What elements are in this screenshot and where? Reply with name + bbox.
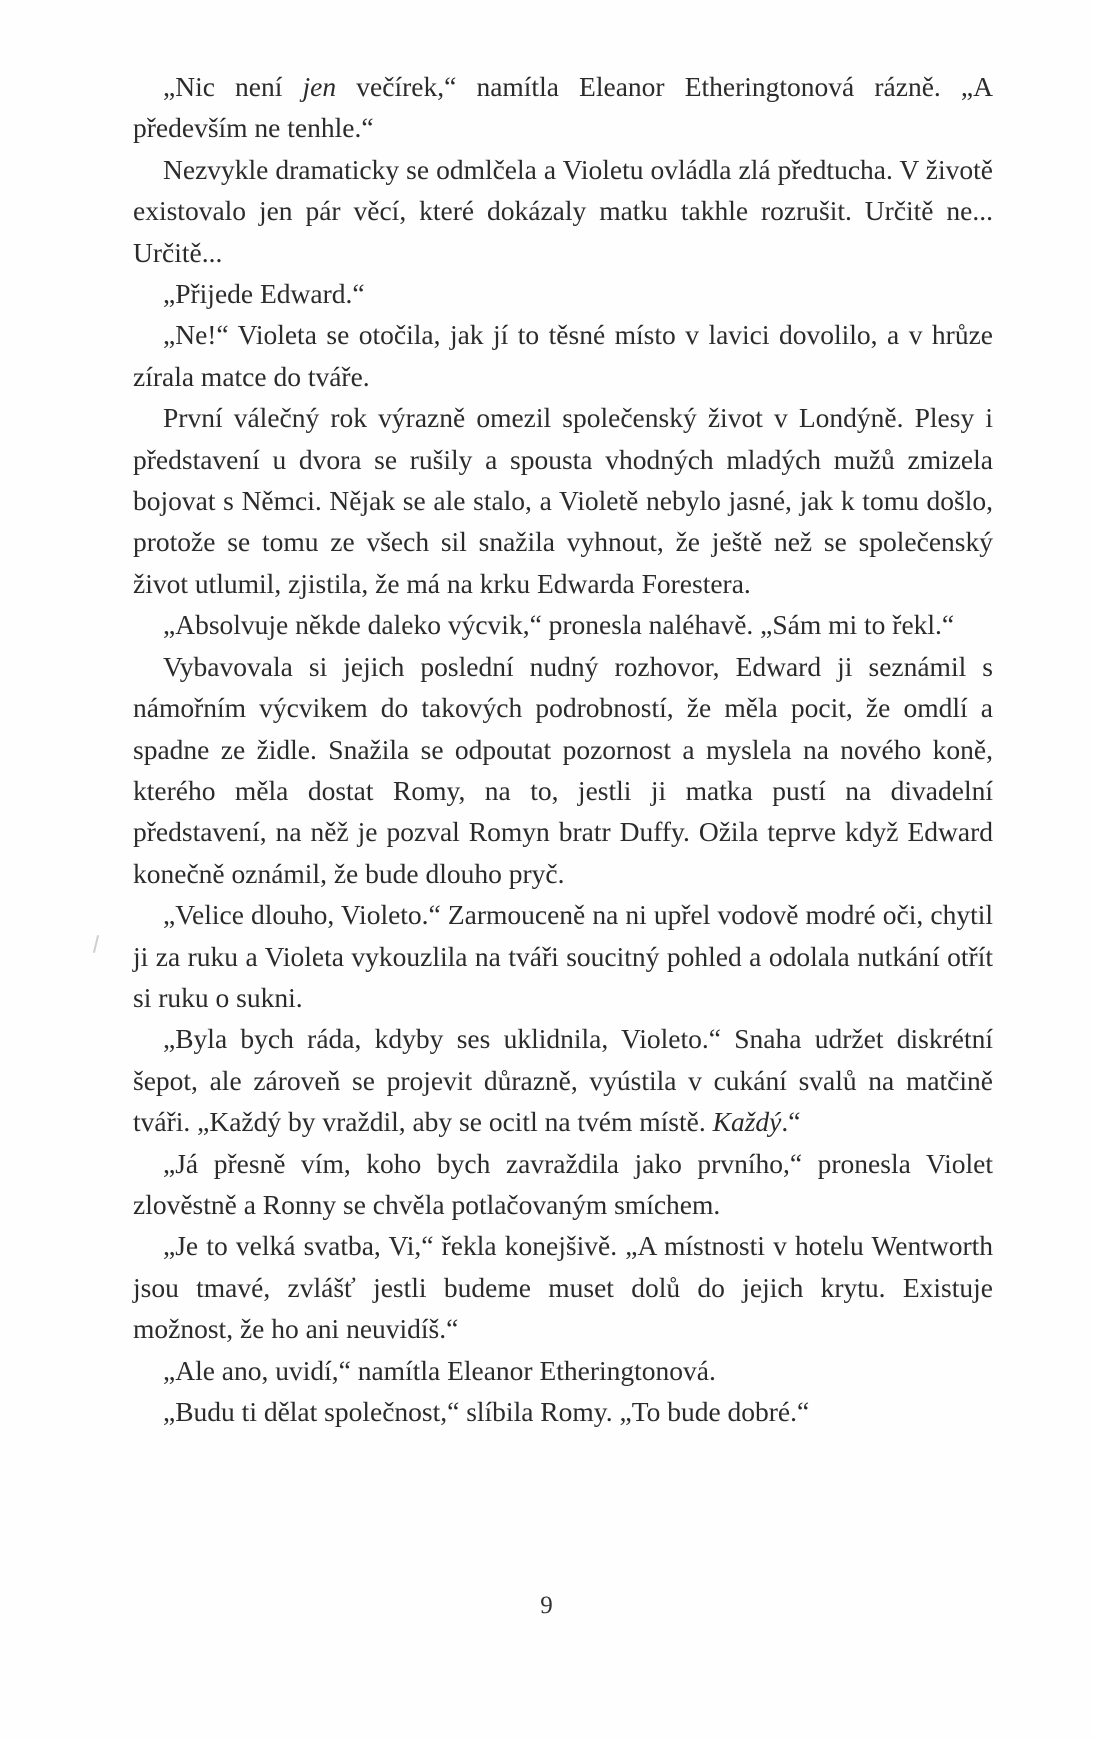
text-run: „Budu ti dělat společnost,“ slíbila Romy. „To bude dobré.“ bbox=[163, 1396, 810, 1427]
text-run: „Přijede Edward.“ bbox=[163, 278, 365, 310]
text-run: „Velice dlouho, Violeto.“ Zarmouceně na ni upřel vodově modré oči, chytil ji za ruku a Violeta vykouzlila na tváři soucitný pohled a odolala nutkání otřít si ruku o sukni. bbox=[133, 899, 993, 1013]
text-run: První válečný rok výrazně omezil společenský život v Londýně. Plesy i představení u dvora se rušily a spousta vhodných mladých mužů zmizela bojovat s Němci. Nějak se ale stalo, a Violetě nebylo jasné, jak k tomu došlo, protože se tomu ze všech sil snažila vyhnout, že ještě než se společenský život utlumil, zjistila, že má na krku Edwarda Forestera. bbox=[133, 402, 993, 599]
text-run: „Ne!“ Violeta se otočila, jak jí to těsné místo v lavici dovolilo, a v hrůze zírala matce do tváře. bbox=[133, 319, 993, 392]
text-run: „Nic není bbox=[163, 71, 303, 102]
paragraph bbox=[133, 1225, 993, 1349]
paragraph bbox=[133, 314, 993, 397]
text-run: večírek,“ namítla Eleanor Etheringtonová rázně. „A především ne tenhle.“ bbox=[133, 71, 993, 144]
text-run: „Já přesně vím, koho bych zavraždila jako prvního,“ pronesla Violet zlověstně a Ronny se chvěla potlačovaným smíchem. bbox=[133, 1147, 993, 1220]
italic-run: jen bbox=[302, 71, 337, 102]
paragraph bbox=[133, 1018, 993, 1142]
margin-mark bbox=[93, 935, 99, 953]
text-run: „Absolvuje někde daleko výcvik,“ pronesla naléhavě. „Sám mi to řekl.“ bbox=[163, 609, 955, 641]
paragraph bbox=[133, 1350, 993, 1391]
paragraph bbox=[133, 604, 993, 645]
paragraph bbox=[133, 646, 993, 894]
paragraph bbox=[133, 1391, 993, 1432]
paragraph bbox=[133, 273, 993, 314]
paragraph bbox=[133, 149, 993, 273]
paragraph bbox=[133, 1143, 993, 1226]
text-run: .“ bbox=[781, 1106, 801, 1138]
text-run: Vybavovala si jejich poslední nudný rozhovor, Edward ji seznámil s námořním výcvikem do takových podrobností, že měla pocit, že omdlí a spadne ze židle. Snažila se odpoutat pozornost a myslela na nového koně, kterého měla dostat Romy, na to, jestli ji matka pustí na divadelní představení, na něž je pozval Romyn bratr Duffy. Ožila teprve když Edward konečně oznámil, že bude dlouho pryč. bbox=[133, 650, 993, 889]
text-run: „Byla bych ráda, kdyby ses uklidnila, Violeto.“ Snaha udržet diskrétní šepot, ale zároveň se projevit důrazně, vyústila v cukání svalů na matčině tváři. „Každý by vraždil, aby se ocitl na tvém místě. bbox=[133, 1023, 993, 1138]
text-run: Nezvykle dramaticky se odmlčela a Violetu ovládla zlá předtucha. V životě existovalo jen pár věcí, které dokázaly matku takhle rozrušit. Určitě ne... Určitě... bbox=[133, 153, 993, 268]
italic-run: Každý bbox=[712, 1106, 782, 1138]
body-text bbox=[133, 66, 993, 1432]
text-run: „Je to velká svatba, Vi,“ řekla konejšivě. „A místnosti v hotelu Wentworth jsou tmavé, zvlášť jestli budeme muset dolů do jejich krytu. Existuje možnost, že ho ani neuvidíš.“ bbox=[133, 1230, 993, 1345]
page-number: 9 bbox=[540, 1592, 553, 1619]
paragraph bbox=[133, 894, 993, 1018]
text-run: „Ale ano, uvidí,“ namítla Eleanor Etheringtonová. bbox=[163, 1354, 716, 1386]
paragraph bbox=[133, 397, 993, 604]
paragraph bbox=[133, 66, 993, 149]
